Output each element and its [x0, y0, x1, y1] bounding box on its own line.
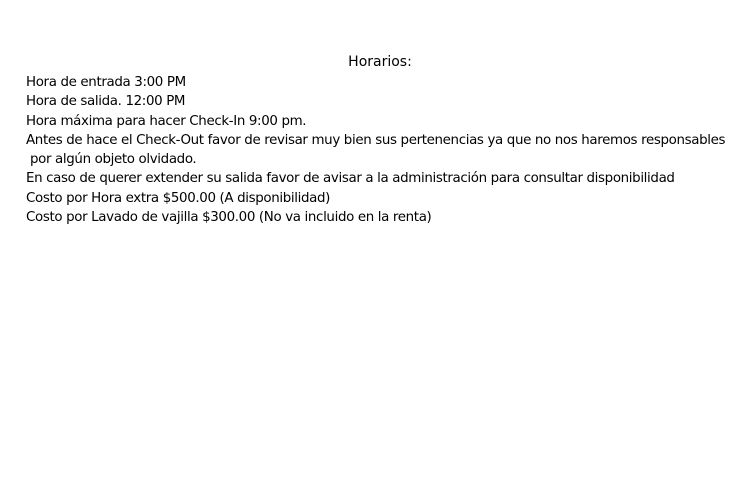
- schedule-list: [26, 73, 748, 227]
- extra-hour-cost-line: Costo por Hora extra $500.00 (A disponibilidad): [26, 190, 331, 206]
- belongings-notice-continuation-line: por algún objeto olvidado.: [30, 152, 197, 168]
- belongings-notice-line: Antes de hace el Check-Out favor de revisar muy bien sus pertenencias ya que no nos haremos responsables: [26, 132, 726, 148]
- check-in-time-line: Hora de entrada 3:00 PM: [26, 75, 186, 90]
- max-check-in-time-line: Hora máxima para hacer Check-In 9:00 pm.: [26, 113, 307, 129]
- document-title: Horarios:: [348, 54, 412, 70]
- dish-washing-cost-line: Costo por Lavado de vajilla $300.00 (No va incluido en la renta): [26, 210, 432, 226]
- extend-stay-notice-line: En caso de querer extender su salida favor de avisar a la administración para consultar disponibilidad: [26, 171, 675, 187]
- check-out-time-line: Hora de salida. 12:00 PM: [26, 94, 186, 110]
